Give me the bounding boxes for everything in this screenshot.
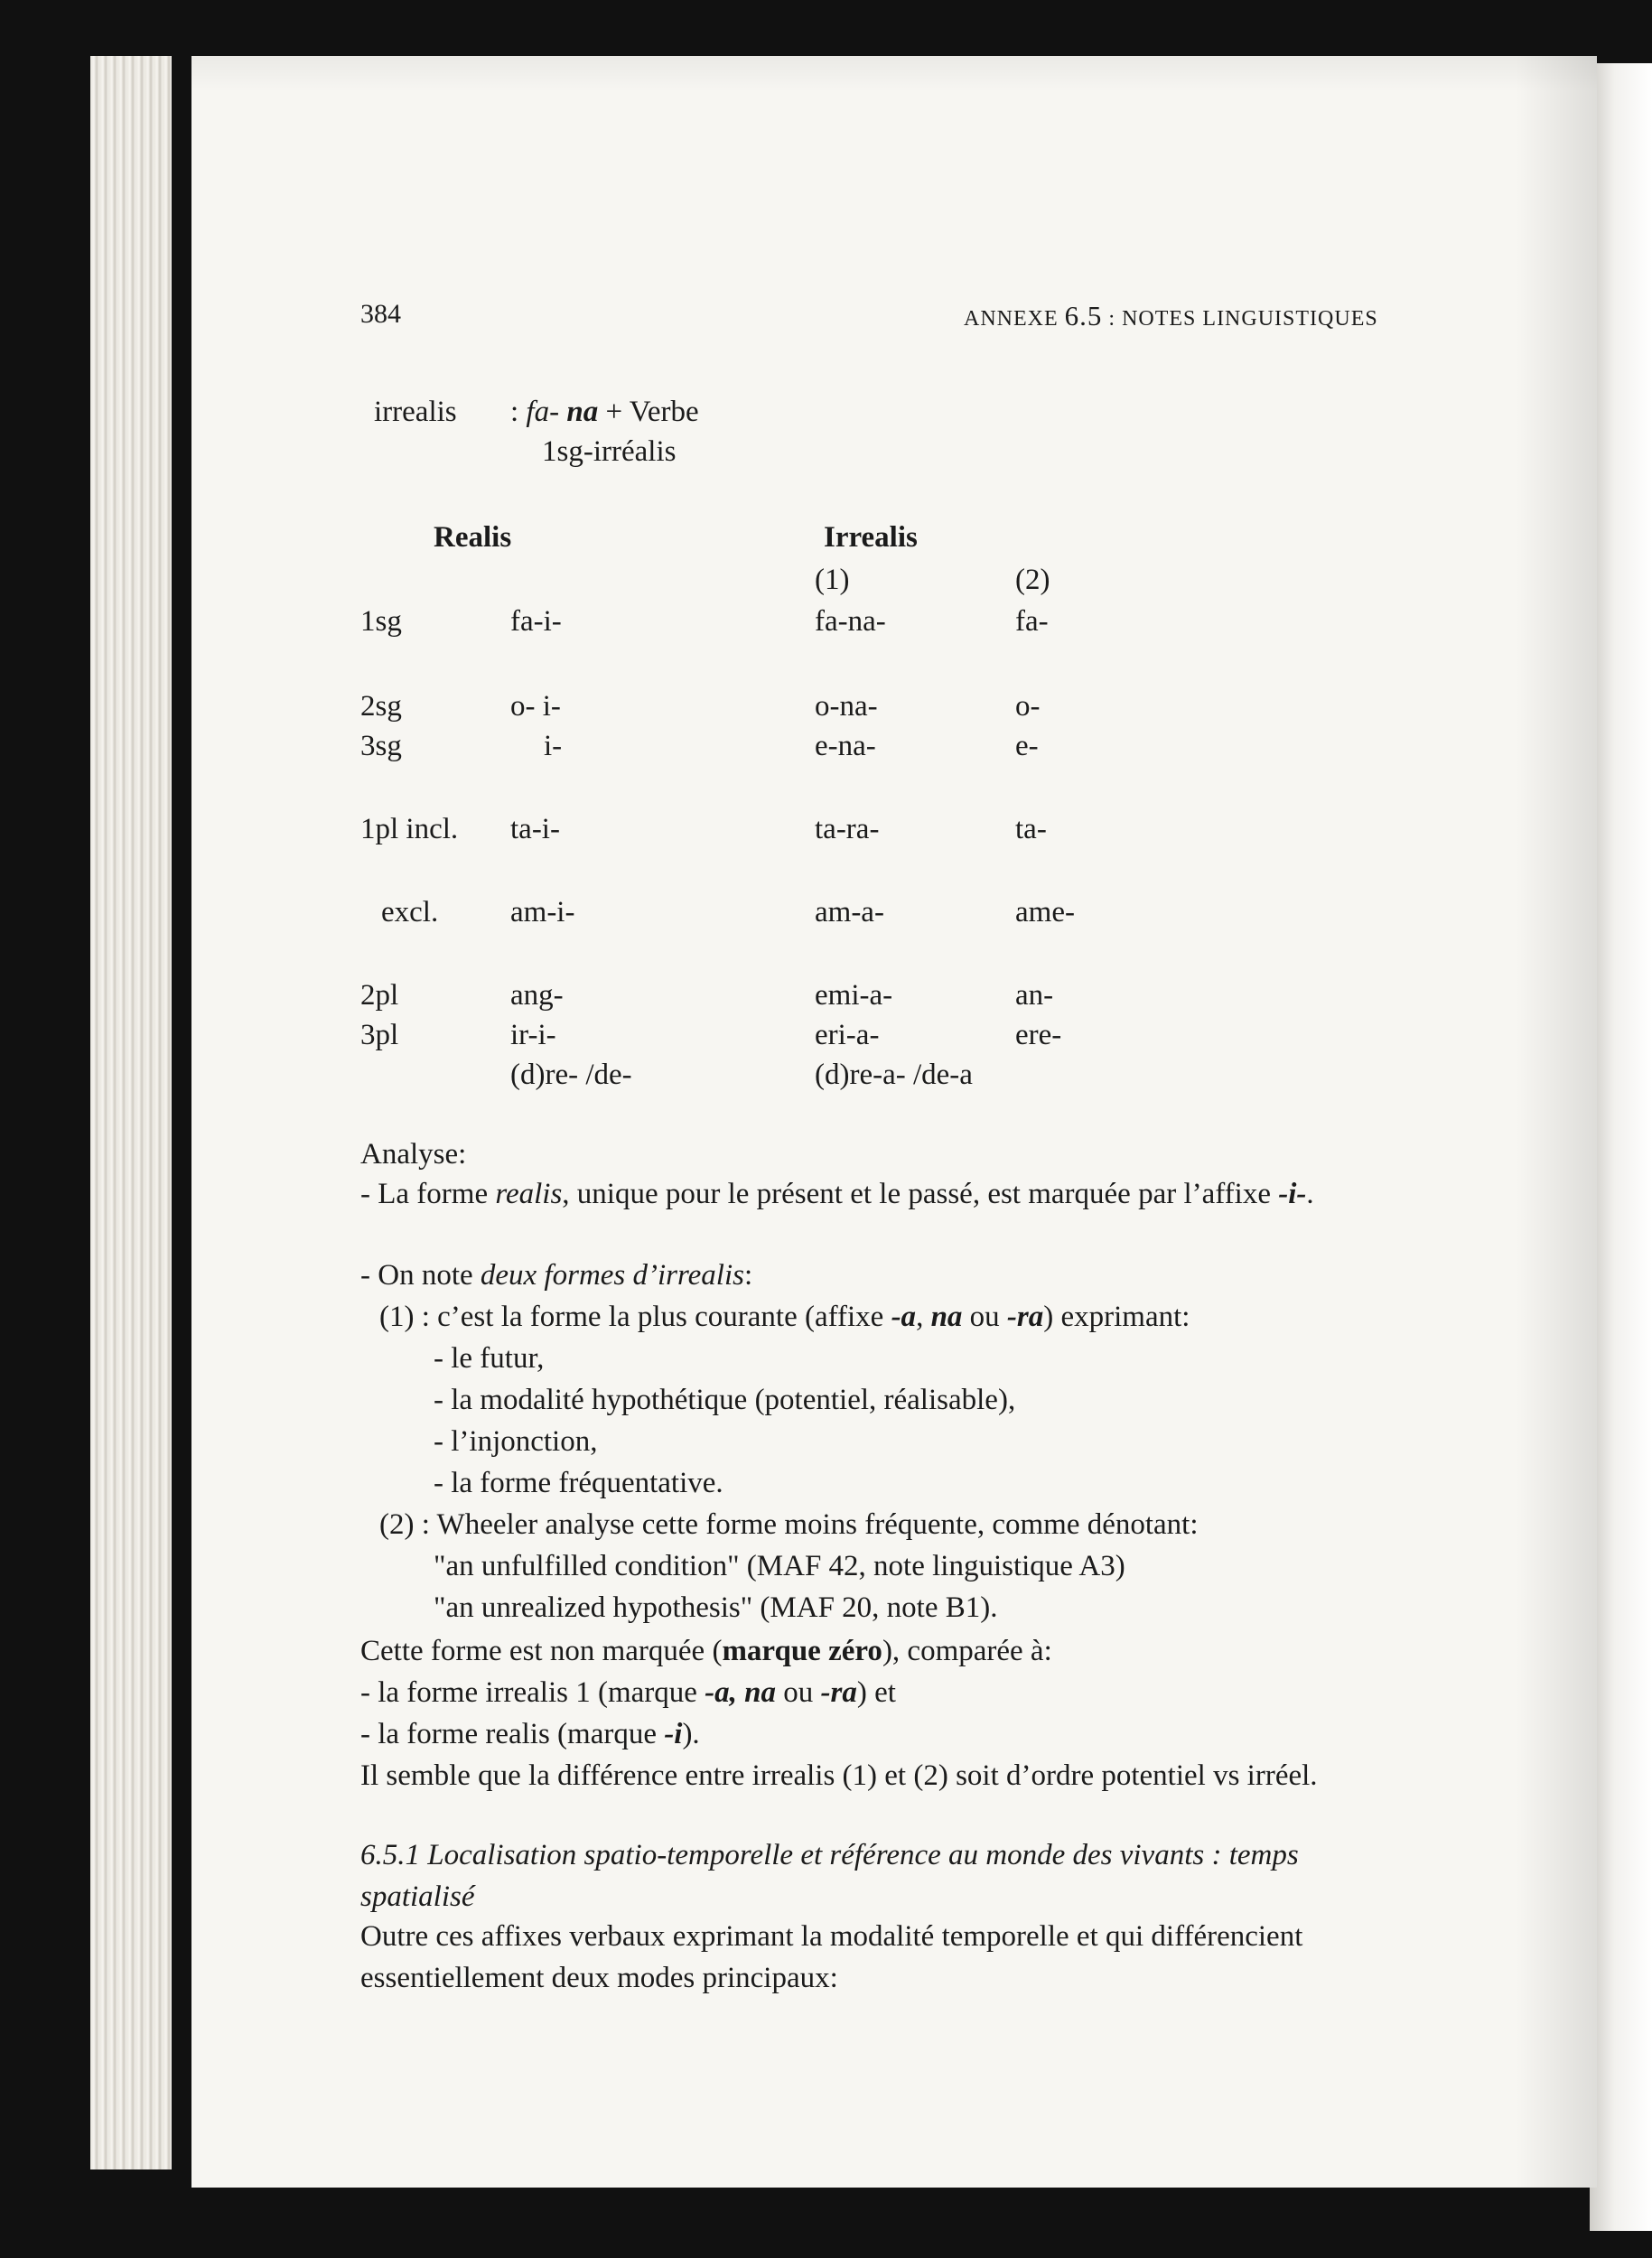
list-item: - l’injonction, [434, 1425, 598, 1458]
table-cell-realis: am-i- [510, 896, 575, 928]
paragraph-line: Outre ces affixes verbaux exprimant la modalité temporelle et qui différencient [360, 1920, 1303, 1953]
table-cell-irrealis2: an- [1015, 979, 1054, 1012]
section-heading-cont: spatialisé [360, 1880, 475, 1913]
table-cell-realis: o- i- [510, 690, 561, 723]
analysis-line: Il semble que la différence entre irrealis (1) et (2) soit d’ordre potentiel vs irréel. [360, 1759, 1318, 1792]
analysis-line: - la forme realis (marque -i). [360, 1718, 700, 1750]
table-cell-realis: ang- [510, 979, 564, 1012]
list-item: - le futur, [434, 1342, 545, 1375]
quote-line: "an unrealized hypothesis" (MAF 20, note B1). [434, 1591, 998, 1624]
analysis-line: (2) : Wheeler analyse cette forme moins fréquente, comme dénotant: [379, 1508, 1199, 1541]
table-cell-irrealis2: ta- [1015, 813, 1047, 845]
table-cell-irrealis1: emi-a- [815, 979, 893, 1012]
table-cell-irrealis2: fa- [1015, 605, 1049, 638]
analysis-line: - La forme realis, unique pour le présent et le passé, est marquée par l’affixe -i-. [360, 1178, 1314, 1210]
table-cell-person: 1pl incl. [360, 813, 459, 845]
table-cell-irrealis1: eri-a- [815, 1019, 880, 1051]
analysis-line: - la forme irrealis 1 (marque -a, na ou -ra) et [360, 1676, 896, 1709]
table-cell-person: 1sg [360, 605, 402, 638]
table-cell-irrealis2: ere- [1015, 1019, 1062, 1051]
irrealis-sub2-header: (2) [1015, 564, 1050, 596]
facing-page-edge [1590, 63, 1652, 2231]
table-cell-irrealis2: o- [1015, 690, 1041, 723]
formula-expression: : fa- na + Verbe [510, 396, 699, 428]
table-cell-irrealis2: ame- [1015, 896, 1075, 928]
table-cell-person: 3pl [360, 1019, 399, 1051]
quote-line: "an unfulfilled condition" (MAF 42, note linguistique A3) [434, 1550, 1125, 1582]
formula-gloss: 1sg-irréalis [542, 435, 677, 468]
table-cell-realis: fa-i- [510, 605, 562, 638]
table-cell-irrealis1: e-na- [815, 730, 876, 762]
book-page-edges [90, 56, 172, 2169]
formula-label: irrealis [374, 396, 457, 428]
realis-header: Realis [434, 521, 512, 554]
irrealis-header: Irrealis [824, 521, 918, 554]
paragraph-line: essentiellement deux modes principaux: [360, 1962, 838, 1994]
table-cell-irrealis1: fa-na- [815, 605, 886, 638]
table-cell-realis: ta-i- [510, 813, 560, 845]
table-cell-realis: ir-i- [510, 1019, 556, 1051]
analysis-line: Cette forme est non marquée (marque zéro), comparée à: [360, 1635, 1052, 1667]
running-header: ANNEXE 6.5 : NOTES LINGUISTIQUES [964, 300, 1378, 331]
list-item: - la modalité hypothétique (potentiel, réalisable), [434, 1384, 1016, 1416]
table-cell-realis: i- [544, 730, 563, 762]
table-cell-irrealis1: (d)re-a- /de-a [815, 1059, 973, 1091]
table-cell-person: 2sg [360, 690, 402, 723]
table-cell-irrealis1: o-na- [815, 690, 878, 723]
list-item: - la forme fréquentative. [434, 1467, 723, 1499]
section-heading: 6.5.1 Localisation spatio-temporelle et référence au monde des vivants : temps [360, 1839, 1299, 1871]
table-cell-person: excl. [381, 896, 439, 928]
table-cell-realis: (d)re- /de- [510, 1059, 632, 1091]
analysis-title: Analyse: [360, 1138, 467, 1171]
table-cell-irrealis1: ta-ra- [815, 813, 880, 845]
analysis-line: (1) : c’est la forme la plus courante (affixe -a, na ou -ra) exprimant: [379, 1301, 1190, 1333]
irrealis-sub1-header: (1) [815, 564, 850, 596]
analysis-line: - On note deux formes d’irrealis: [360, 1259, 753, 1292]
table-cell-person: 3sg [360, 730, 402, 762]
book-page [191, 56, 1597, 2188]
table-cell-irrealis1: am-a- [815, 896, 884, 928]
table-cell-person: 2pl [360, 979, 399, 1012]
page-number: 384 [360, 299, 401, 329]
table-cell-irrealis2: e- [1015, 730, 1039, 762]
